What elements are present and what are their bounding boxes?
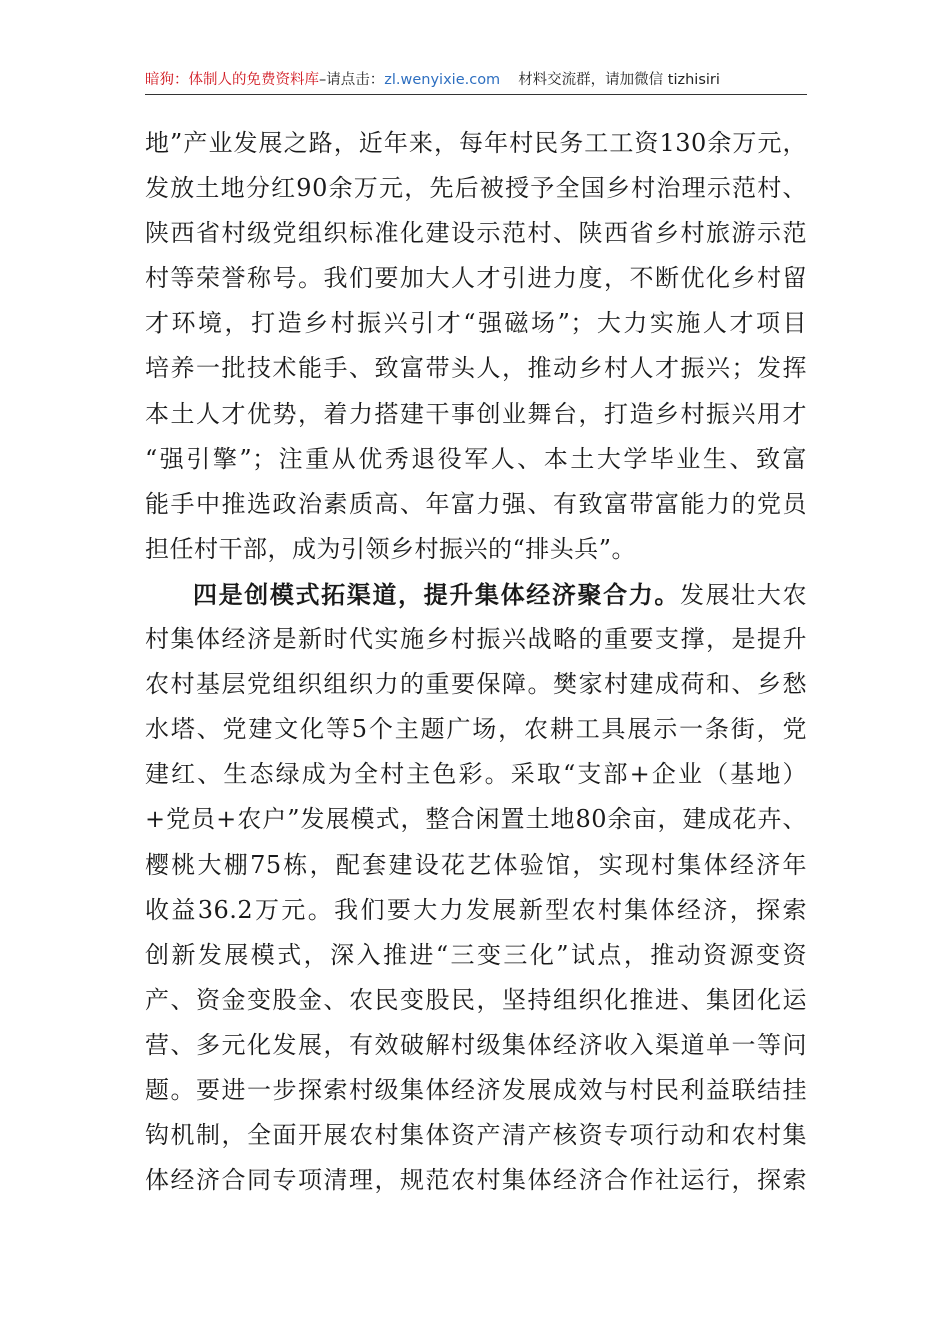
page-header bbox=[145, 66, 807, 95]
header-url-link[interactable]: zl.wenyixie.com bbox=[384, 72, 501, 88]
text-line: 樱桃大棚75栋，配套建设花艺体验馆，实现村集体经济年 bbox=[145, 850, 807, 879]
paragraph-talent bbox=[145, 121, 807, 572]
header-site-name: 暗狗：体制人的免费资料库 bbox=[145, 72, 319, 88]
paragraph-heading: 四是创模式拓渠道，提升集体经济聚合力。 bbox=[193, 579, 680, 609]
header-prompt: –请点击： bbox=[319, 72, 385, 88]
text-line: 建红、生态绿成为全村主色彩。采取“支部+企业（基地） bbox=[145, 760, 807, 789]
text-line: 担任村干部，成为引领乡村振兴的“排头兵”。 bbox=[145, 534, 637, 563]
paragraph-heading-rest: 发展壮大农 bbox=[679, 580, 808, 609]
document-body bbox=[145, 121, 807, 1203]
text-line: 农村基层党组织组织力的重要保障。樊家村建成荷和、乡愁 bbox=[145, 670, 807, 699]
text-line: 发放土地分红90余万元，先后被授予全国乡村治理示范村、 bbox=[145, 174, 807, 203]
text-line: 村等荣誉称号。我们要加大人才引进力度，不断优化乡村留 bbox=[145, 264, 807, 293]
text-line: 村集体经济是新时代实施乡村振兴战略的重要支撑，是提升 bbox=[145, 625, 807, 654]
text-line: 才环境，打造乡村振兴引才“强磁场”；大力实施人才项目 bbox=[145, 309, 807, 338]
text-line: 本土人才优势，着力搭建干事创业舞台，打造乡村振兴用才 bbox=[145, 399, 807, 428]
text-line: 产、资金变股金、农民变股民，坚持组织化推进、集团化运 bbox=[145, 985, 807, 1014]
paragraph-collective-economy bbox=[145, 572, 807, 1203]
text-line: 题。要进一步探索村级集体经济发展成效与村民利益联结挂 bbox=[145, 1075, 807, 1104]
text-line: 水塔、党建文化等5个主题广场，农耕工具展示一条街，党 bbox=[145, 715, 807, 744]
text-line: 能手中推选政治素质高、年富力强、有致富带富能力的党员 bbox=[145, 489, 807, 518]
text-line: +党员+农户”发展模式，整合闲置土地80余亩，建成花卉、 bbox=[145, 805, 807, 834]
text-line: “强引擎”；注重从优秀退役军人、本土大学毕业生、致富 bbox=[145, 444, 807, 473]
text-line: 钩机制，全面开展农村集体资产清产核资专项行动和农村集 bbox=[145, 1121, 807, 1150]
text-line: 创新发展模式，深入推进“三变三化”试点，推动资源变资 bbox=[145, 940, 807, 969]
text-line: 陕西省村级党组织标准化建设示范村、陕西省乡村旅游示范 bbox=[145, 219, 807, 248]
text-line: 收益36.2万元。我们要大力发展新型农村集体经济，探索 bbox=[145, 895, 807, 924]
header-wechat-note: 材料交流群，请加微信 tizhisiri bbox=[518, 72, 720, 88]
text-line: 培养一批技术能手、致富带头人，推动乡村人才振兴；发挥 bbox=[145, 354, 807, 383]
text-line: 营、多元化发展，有效破解村级集体经济收入渠道单一等问 bbox=[145, 1030, 807, 1059]
text-line: 体经济合同专项清理，规范农村集体经济合作社运行，探索 bbox=[145, 1166, 807, 1195]
paragraph-first-line bbox=[145, 572, 807, 617]
text-line: 地”产业发展之路，近年来，每年村民务工工资130余万元， bbox=[145, 129, 807, 157]
